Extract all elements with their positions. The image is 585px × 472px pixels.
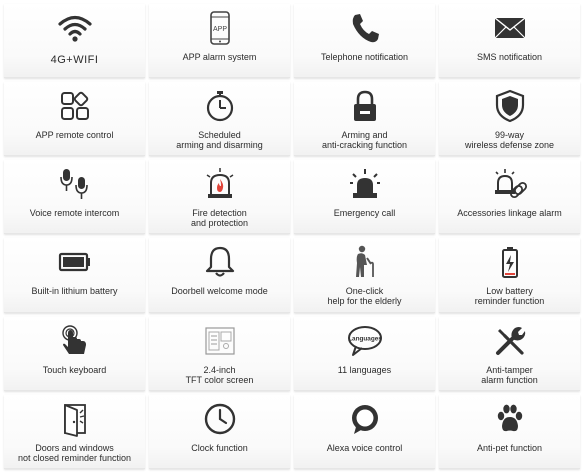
feature-label <box>39 365 111 375</box>
feature-label-line: Touch keyboard <box>42 364 107 375</box>
screen-icon <box>200 323 240 359</box>
feature-label-line: Fire detection <box>192 208 247 219</box>
feature-cell-emergency <box>294 160 435 234</box>
feature-label <box>27 286 121 296</box>
feature-cell-defense-zone <box>439 82 580 156</box>
feature-label-line: alarm function <box>481 374 538 385</box>
microphones-icon <box>55 166 95 202</box>
clock-icon <box>200 401 240 437</box>
feature-cell-telephone <box>294 4 435 78</box>
languages-icon-text: Languages <box>347 335 382 343</box>
alexa-ring-icon <box>345 401 385 437</box>
feature-label-line: and protection <box>190 218 249 229</box>
feature-label-line: 99-way <box>494 130 524 141</box>
feature-label <box>473 443 546 453</box>
feature-cell-low-battery <box>439 238 580 312</box>
padlock-icon <box>345 88 385 124</box>
languages-bubble-icon <box>345 323 385 359</box>
feature-cell-wifi <box>4 4 145 78</box>
feature-label <box>182 365 258 385</box>
feature-label <box>453 208 566 218</box>
feature-label <box>172 130 267 150</box>
feature-cell-clock <box>149 395 290 469</box>
feature-label-line: Anti-tamper <box>486 364 533 375</box>
feature-label-line: Telephone notification <box>320 52 409 62</box>
feature-cell-linkage <box>439 160 580 234</box>
feature-cell-battery <box>4 238 145 312</box>
feature-cell-screen <box>149 317 290 391</box>
app-phone-icon <box>200 10 240 46</box>
feature-label <box>47 54 103 66</box>
feature-label <box>330 208 400 218</box>
feature-label-line: One-click <box>345 286 384 297</box>
feature-cell-app-remote <box>4 82 145 156</box>
feature-label-line: Emergency call <box>333 208 396 219</box>
feature-cell-elderly <box>294 238 435 312</box>
feature-label <box>179 52 261 62</box>
elderly-person-icon <box>345 244 385 280</box>
stopwatch-icon <box>200 88 240 124</box>
feature-label <box>26 208 124 218</box>
feature-label <box>323 286 405 306</box>
feature-label <box>167 286 272 296</box>
feature-label <box>317 52 412 62</box>
feature-label-line: 4G+WIFI <box>50 54 99 66</box>
feature-cell-alexa <box>294 395 435 469</box>
feature-cell-fire <box>149 160 290 234</box>
feature-label <box>334 365 395 375</box>
feature-cell-anti-pet <box>439 395 580 469</box>
telephone-icon <box>345 10 385 46</box>
feature-label-line: APP alarm system <box>182 52 257 62</box>
feature-label-line: 11 languages <box>337 364 392 375</box>
feature-label-line: Voice remote intercom <box>29 208 120 219</box>
feature-label-line: wireless defense zone <box>464 140 555 151</box>
tools-icon <box>490 323 530 359</box>
feature-label-line: Doors and windows <box>35 442 114 453</box>
battery-icon <box>55 244 95 280</box>
feature-label-line: Anti-pet function <box>476 442 543 453</box>
siren-icon <box>345 166 385 202</box>
feature-cell-door-reminder <box>4 395 145 469</box>
app-grid-icon <box>55 88 95 124</box>
feature-label-line: help for the elderly <box>327 296 402 307</box>
doorbell-icon <box>200 244 240 280</box>
feature-label <box>471 286 549 306</box>
feature-label-line: SMS notification <box>476 52 543 62</box>
feature-cell-languages <box>294 317 435 391</box>
feature-grid <box>4 4 580 469</box>
wifi-icon <box>55 10 95 46</box>
shield-icon <box>490 88 530 124</box>
envelope-icon <box>490 10 530 46</box>
feature-label <box>473 52 546 62</box>
open-door-icon <box>55 401 95 437</box>
feature-label-line: Clock function <box>191 442 248 453</box>
low-battery-icon <box>490 244 530 280</box>
feature-label-line: APP remote control <box>35 130 114 141</box>
feature-cell-app-alarm <box>149 4 290 78</box>
app-icon-text: APP <box>212 26 227 33</box>
feature-cell-doorbell <box>149 238 290 312</box>
feature-label-line: Scheduled <box>198 130 241 141</box>
feature-label-line: Low battery <box>486 286 533 297</box>
feature-label <box>32 130 118 140</box>
feature-label <box>187 443 252 453</box>
feature-label-line: anti-cracking function <box>321 140 408 151</box>
touch-hand-icon <box>55 323 95 359</box>
feature-cell-scheduled <box>149 82 290 156</box>
feature-label-line: not closed reminder function <box>17 452 132 463</box>
feature-label-line: TFT color screen <box>185 374 254 385</box>
paw-icon <box>490 401 530 437</box>
feature-cell-anti-tamper <box>439 317 580 391</box>
feature-label <box>461 130 558 150</box>
feature-label-line: Alexa voice control <box>326 442 403 453</box>
feature-label-line: Built-in lithium battery <box>31 286 118 297</box>
feature-cell-touch <box>4 317 145 391</box>
feature-label <box>187 208 252 228</box>
feature-label-line: 2.4-inch <box>203 364 236 375</box>
feature-label <box>323 443 407 453</box>
siren-linkage-icon <box>490 166 530 202</box>
feature-label <box>318 130 411 150</box>
feature-label <box>14 443 135 463</box>
feature-label-line: Arming and <box>341 130 388 141</box>
feature-label <box>477 365 542 385</box>
feature-cell-intercom <box>4 160 145 234</box>
feature-label-line: Doorbell welcome mode <box>171 286 268 297</box>
feature-label-line: arming and disarming <box>176 140 263 151</box>
feature-label-line: Accessories linkage alarm <box>457 208 562 219</box>
fire-alarm-icon <box>200 166 240 202</box>
feature-cell-arming <box>294 82 435 156</box>
feature-cell-sms <box>439 4 580 78</box>
feature-label-line: reminder function <box>474 296 545 307</box>
